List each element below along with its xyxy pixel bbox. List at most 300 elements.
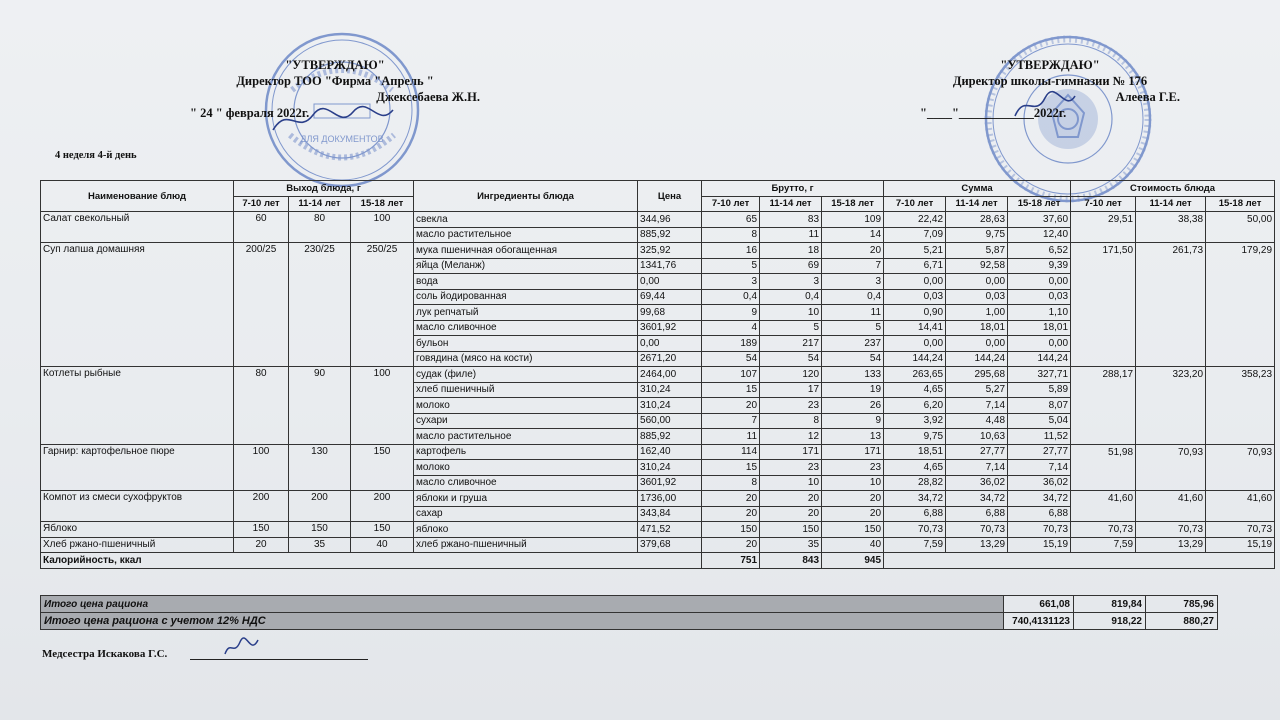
ration-vat-7-10: 740,4131123 <box>1004 613 1074 630</box>
price: 2464,00 <box>638 367 702 383</box>
output-11-14 <box>289 506 351 522</box>
gross-15-18: 237 <box>822 336 884 352</box>
cost-11-14 <box>1136 475 1206 491</box>
gross-11-14: 8 <box>760 413 822 429</box>
dish-name: Хлеб ржано-пшеничный <box>41 537 234 553</box>
price: 471,52 <box>638 522 702 538</box>
cost-15-18 <box>1206 382 1275 398</box>
cost-15-18 <box>1206 258 1275 274</box>
price: 344,96 <box>638 212 702 228</box>
sum-7-10: 3,92 <box>884 413 946 429</box>
gross-11-14: 11 <box>760 227 822 243</box>
gross-7-10: 20 <box>702 506 760 522</box>
dish-name: Гарнир: картофельное пюре <box>41 444 234 460</box>
sum-15-18: 9,39 <box>1008 258 1071 274</box>
dish-name <box>41 305 234 321</box>
nurse-signature <box>222 636 262 658</box>
gross-11-14: 20 <box>760 506 822 522</box>
dish-name <box>41 506 234 522</box>
table-row <box>41 227 1275 243</box>
table-row <box>41 351 1275 367</box>
sum-11-14: 9,75 <box>946 227 1008 243</box>
age-11-14: 11-14 лет <box>1136 196 1206 212</box>
gross-15-18: 3 <box>822 274 884 290</box>
output-11-14 <box>289 227 351 243</box>
dish-name: Компот из смеси сухофруктов <box>41 491 234 507</box>
cost-11-14 <box>1136 413 1206 429</box>
col-ingredients: Ингредиенты блюда <box>414 181 638 212</box>
cost-7-10 <box>1071 460 1136 476</box>
sum-7-10: 4,65 <box>884 382 946 398</box>
sum-7-10: 7,59 <box>884 537 946 553</box>
table-row <box>41 274 1275 290</box>
dish-name <box>41 227 234 243</box>
cost-15-18 <box>1206 429 1275 445</box>
dish-name <box>41 398 234 414</box>
output-11-14 <box>289 305 351 321</box>
sum-11-14: 0,00 <box>946 336 1008 352</box>
output-7-10 <box>234 429 289 445</box>
cost-15-18: 179,29 <box>1206 243 1275 259</box>
output-7-10: 200/25 <box>234 243 289 259</box>
sum-11-14: 5,87 <box>946 243 1008 259</box>
menu-table <box>40 180 1275 569</box>
gross-11-14: 83 <box>760 212 822 228</box>
output-15-18 <box>351 429 414 445</box>
cost-11-14 <box>1136 351 1206 367</box>
dish-name: Яблоко <box>41 522 234 538</box>
ingredient: масло сливочное <box>414 475 638 491</box>
output-15-18 <box>351 258 414 274</box>
price: 3601,92 <box>638 320 702 336</box>
ingredient: мука пшеничная обогащенная <box>414 243 638 259</box>
output-11-14 <box>289 460 351 476</box>
stamp-text: ДЛЯ ДОКУМЕНТОВ <box>300 134 384 144</box>
gross-7-10: 4 <box>702 320 760 336</box>
gross-7-10: 5 <box>702 258 760 274</box>
price: 1736,00 <box>638 491 702 507</box>
cost-15-18: 15,19 <box>1206 537 1275 553</box>
output-7-10 <box>234 289 289 305</box>
table-row <box>41 522 1275 538</box>
gross-15-18: 133 <box>822 367 884 383</box>
sum-7-10: 34,72 <box>884 491 946 507</box>
price: 3601,92 <box>638 475 702 491</box>
age-7-10: 7-10 лет <box>702 196 760 212</box>
ration-vat-label: Итого цена рациона с учетом 12% НДС <box>41 613 1004 630</box>
table-row <box>41 382 1275 398</box>
sum-11-14: 13,29 <box>946 537 1008 553</box>
ingredient: бульон <box>414 336 638 352</box>
signature-right <box>1010 88 1080 123</box>
cost-7-10 <box>1071 382 1136 398</box>
gross-11-14: 12 <box>760 429 822 445</box>
dish-name: Суп лапша домашняя <box>41 243 234 259</box>
output-15-18 <box>351 227 414 243</box>
output-11-14: 200 <box>289 491 351 507</box>
sum-7-10: 28,82 <box>884 475 946 491</box>
output-11-14 <box>289 320 351 336</box>
output-7-10 <box>234 274 289 290</box>
sum-15-18: 5,89 <box>1008 382 1071 398</box>
sum-15-18: 0,00 <box>1008 274 1071 290</box>
calories-11-14: 843 <box>760 553 822 569</box>
sum-15-18: 11,52 <box>1008 429 1071 445</box>
output-11-14 <box>289 274 351 290</box>
cost-15-18 <box>1206 305 1275 321</box>
table-row <box>41 212 1275 228</box>
cost-7-10 <box>1071 336 1136 352</box>
output-11-14 <box>289 336 351 352</box>
output-7-10: 150 <box>234 522 289 538</box>
cost-11-14: 41,60 <box>1136 491 1206 507</box>
calories-row <box>41 553 1275 569</box>
output-11-14 <box>289 382 351 398</box>
cost-7-10: 171,50 <box>1071 243 1136 259</box>
price: 560,00 <box>638 413 702 429</box>
cost-7-10 <box>1071 227 1136 243</box>
price: 325,92 <box>638 243 702 259</box>
table-row <box>41 537 1275 553</box>
sum-7-10: 0,00 <box>884 274 946 290</box>
cost-15-18 <box>1206 506 1275 522</box>
price: 1341,76 <box>638 258 702 274</box>
gross-7-10: 0,4 <box>702 289 760 305</box>
gross-7-10: 189 <box>702 336 760 352</box>
age-7-10: 7-10 лет <box>884 196 946 212</box>
output-15-18: 100 <box>351 212 414 228</box>
gross-11-14: 10 <box>760 305 822 321</box>
sum-7-10: 7,09 <box>884 227 946 243</box>
gross-15-18: 14 <box>822 227 884 243</box>
ingredient: молоко <box>414 398 638 414</box>
output-15-18: 250/25 <box>351 243 414 259</box>
sum-7-10: 0,90 <box>884 305 946 321</box>
age-11-14: 11-14 лет <box>289 196 351 212</box>
output-11-14: 90 <box>289 367 351 383</box>
cost-11-14: 13,29 <box>1136 537 1206 553</box>
output-7-10 <box>234 506 289 522</box>
sum-15-18: 144,24 <box>1008 351 1071 367</box>
gross-11-14: 171 <box>760 444 822 460</box>
table-row <box>41 258 1275 274</box>
cost-11-14 <box>1136 227 1206 243</box>
cost-7-10 <box>1071 258 1136 274</box>
sum-11-14: 0,00 <box>946 274 1008 290</box>
sum-11-14: 295,68 <box>946 367 1008 383</box>
sum-11-14: 34,72 <box>946 491 1008 507</box>
gross-15-18: 5 <box>822 320 884 336</box>
output-11-14: 150 <box>289 522 351 538</box>
ingredient: масло сливочное <box>414 320 638 336</box>
cost-15-18: 41,60 <box>1206 491 1275 507</box>
table-row <box>41 367 1275 383</box>
output-7-10: 80 <box>234 367 289 383</box>
sum-7-10: 6,88 <box>884 506 946 522</box>
sum-11-14: 5,27 <box>946 382 1008 398</box>
gross-11-14: 0,4 <box>760 289 822 305</box>
output-7-10 <box>234 460 289 476</box>
table-row <box>41 506 1275 522</box>
calories-empty <box>884 553 1275 569</box>
gross-15-18: 20 <box>822 491 884 507</box>
sum-11-14: 70,73 <box>946 522 1008 538</box>
cost-7-10 <box>1071 475 1136 491</box>
output-11-14: 80 <box>289 212 351 228</box>
sum-15-18: 0,00 <box>1008 336 1071 352</box>
cost-11-14 <box>1136 398 1206 414</box>
table-row <box>41 289 1275 305</box>
gross-11-14: 217 <box>760 336 822 352</box>
cost-7-10 <box>1071 305 1136 321</box>
cost-15-18 <box>1206 398 1275 414</box>
table-row <box>41 398 1275 414</box>
output-7-10: 100 <box>234 444 289 460</box>
gross-15-18: 13 <box>822 429 884 445</box>
ingredient: яблоко <box>414 522 638 538</box>
col-price: Цена <box>638 181 702 212</box>
approval-name: Алеева Г.Е. <box>1115 90 1180 104</box>
age-11-14: 11-14 лет <box>760 196 822 212</box>
approval-title: "УТВЕРЖДАЮ" <box>285 58 385 72</box>
cost-11-14: 70,93 <box>1136 444 1206 460</box>
gross-7-10: 20 <box>702 537 760 553</box>
dish-name: Котлеты рыбные <box>41 367 234 383</box>
cost-7-10: 51,98 <box>1071 444 1136 460</box>
sum-11-14: 0,03 <box>946 289 1008 305</box>
output-15-18 <box>351 351 414 367</box>
output-11-14: 230/25 <box>289 243 351 259</box>
sum-15-18: 8,07 <box>1008 398 1071 414</box>
cost-7-10: 41,60 <box>1071 491 1136 507</box>
price: 379,68 <box>638 537 702 553</box>
gross-15-18: 171 <box>822 444 884 460</box>
ingredient: масло растительное <box>414 429 638 445</box>
table-row <box>41 243 1275 259</box>
output-7-10: 20 <box>234 537 289 553</box>
sum-11-14: 7,14 <box>946 398 1008 414</box>
sum-15-18: 70,73 <box>1008 522 1071 538</box>
dish-name <box>41 413 234 429</box>
gross-11-14: 3 <box>760 274 822 290</box>
dish-name <box>41 336 234 352</box>
col-cost: Стоимость блюда <box>1071 181 1275 197</box>
sum-15-18: 18,01 <box>1008 320 1071 336</box>
output-15-18: 150 <box>351 522 414 538</box>
sum-7-10: 18,51 <box>884 444 946 460</box>
cost-15-18 <box>1206 351 1275 367</box>
gross-15-18: 19 <box>822 382 884 398</box>
sum-15-18: 0,03 <box>1008 289 1071 305</box>
dish-name <box>41 475 234 491</box>
cost-15-18 <box>1206 274 1275 290</box>
sum-15-18: 7,14 <box>1008 460 1071 476</box>
ration-vat-row <box>41 613 1218 630</box>
cost-7-10: 70,73 <box>1071 522 1136 538</box>
col-sum: Сумма <box>884 181 1071 197</box>
table-row <box>41 413 1275 429</box>
sum-7-10: 22,42 <box>884 212 946 228</box>
price: 343,84 <box>638 506 702 522</box>
gross-15-18: 26 <box>822 398 884 414</box>
price: 885,92 <box>638 227 702 243</box>
sum-11-14: 10,63 <box>946 429 1008 445</box>
sum-11-14: 7,14 <box>946 460 1008 476</box>
age-15-18: 15-18 лет <box>351 196 414 212</box>
ration-total-label: Итого цена рациона <box>41 596 1004 613</box>
ration-total-11-14: 819,84 <box>1074 596 1146 613</box>
sum-15-18: 12,40 <box>1008 227 1071 243</box>
cost-7-10 <box>1071 506 1136 522</box>
dish-name: Салат свекольный <box>41 212 234 228</box>
ingredient: сухари <box>414 413 638 429</box>
sum-11-14: 1,00 <box>946 305 1008 321</box>
output-15-18 <box>351 475 414 491</box>
cost-11-14 <box>1136 336 1206 352</box>
table-row <box>41 475 1275 491</box>
gross-7-10: 114 <box>702 444 760 460</box>
gross-7-10: 15 <box>702 460 760 476</box>
totals-table <box>40 595 1218 630</box>
col-dish: Наименование блюд <box>41 181 234 212</box>
dish-name <box>41 274 234 290</box>
ration-total-7-10: 661,08 <box>1004 596 1074 613</box>
gross-15-18: 20 <box>822 506 884 522</box>
cost-15-18 <box>1206 320 1275 336</box>
cost-15-18 <box>1206 413 1275 429</box>
price: 2671,20 <box>638 351 702 367</box>
ingredient: масло растительное <box>414 227 638 243</box>
table-row <box>41 336 1275 352</box>
output-15-18 <box>351 398 414 414</box>
dish-name <box>41 289 234 305</box>
output-7-10 <box>234 398 289 414</box>
gross-11-14: 18 <box>760 243 822 259</box>
cost-11-14 <box>1136 506 1206 522</box>
output-15-18 <box>351 382 414 398</box>
ration-total-15-18: 785,96 <box>1146 596 1218 613</box>
ingredient: говядина (мясо на кости) <box>414 351 638 367</box>
output-7-10 <box>234 320 289 336</box>
gross-11-14: 69 <box>760 258 822 274</box>
gross-11-14: 150 <box>760 522 822 538</box>
sum-11-14: 28,63 <box>946 212 1008 228</box>
sum-7-10: 70,73 <box>884 522 946 538</box>
sum-11-14: 92,58 <box>946 258 1008 274</box>
output-7-10: 200 <box>234 491 289 507</box>
sum-7-10: 0,00 <box>884 336 946 352</box>
output-11-14 <box>289 258 351 274</box>
cost-7-10 <box>1071 413 1136 429</box>
sum-11-14: 18,01 <box>946 320 1008 336</box>
dish-name <box>41 320 234 336</box>
sum-7-10: 0,03 <box>884 289 946 305</box>
sum-15-18: 34,72 <box>1008 491 1071 507</box>
age-15-18: 15-18 лет <box>1008 196 1071 212</box>
approval-title: "УТВЕРЖДАЮ" <box>1000 58 1100 72</box>
dish-name <box>41 382 234 398</box>
gross-11-14: 20 <box>760 491 822 507</box>
gross-7-10: 8 <box>702 227 760 243</box>
table-row <box>41 320 1275 336</box>
calories-7-10: 751 <box>702 553 760 569</box>
table-header-row <box>41 181 1275 197</box>
sum-7-10: 4,65 <box>884 460 946 476</box>
output-7-10 <box>234 382 289 398</box>
col-gross: Брутто, г <box>702 181 884 197</box>
cost-7-10: 29,51 <box>1071 212 1136 228</box>
sum-7-10: 14,41 <box>884 320 946 336</box>
cost-15-18: 358,23 <box>1206 367 1275 383</box>
week-day-label: 4 неделя 4-й день <box>55 150 137 161</box>
ingredient: соль йодированная <box>414 289 638 305</box>
ingredient: яблоки и груша <box>414 491 638 507</box>
cost-7-10 <box>1071 351 1136 367</box>
gross-7-10: 8 <box>702 475 760 491</box>
cost-7-10: 288,17 <box>1071 367 1136 383</box>
calories-15-18: 945 <box>822 553 884 569</box>
price: 99,68 <box>638 305 702 321</box>
ration-vat-15-18: 880,27 <box>1146 613 1218 630</box>
gross-7-10: 7 <box>702 413 760 429</box>
table-row <box>41 429 1275 445</box>
approval-date: "____"____________2022г. <box>920 106 1067 120</box>
sum-11-14: 27,77 <box>946 444 1008 460</box>
gross-11-14: 120 <box>760 367 822 383</box>
sum-15-18: 6,52 <box>1008 243 1071 259</box>
output-15-18 <box>351 320 414 336</box>
gross-11-14: 54 <box>760 351 822 367</box>
output-7-10 <box>234 258 289 274</box>
gross-15-18: 9 <box>822 413 884 429</box>
cost-15-18: 70,73 <box>1206 522 1275 538</box>
output-15-18: 150 <box>351 444 414 460</box>
approval-date: " 24 " февраля 2022г. <box>190 106 310 120</box>
col-output: Выход блюда, г <box>234 181 414 197</box>
sum-7-10: 144,24 <box>884 351 946 367</box>
sum-15-18: 36,02 <box>1008 475 1071 491</box>
output-15-18 <box>351 460 414 476</box>
price: 162,40 <box>638 444 702 460</box>
gross-15-18: 20 <box>822 243 884 259</box>
output-11-14: 130 <box>289 444 351 460</box>
gross-7-10: 3 <box>702 274 760 290</box>
output-11-14 <box>289 429 351 445</box>
sum-7-10: 6,71 <box>884 258 946 274</box>
gross-7-10: 20 <box>702 398 760 414</box>
cost-15-18: 70,93 <box>1206 444 1275 460</box>
cost-7-10 <box>1071 398 1136 414</box>
sum-15-18: 5,04 <box>1008 413 1071 429</box>
cost-15-18 <box>1206 336 1275 352</box>
cost-7-10 <box>1071 429 1136 445</box>
cost-11-14 <box>1136 382 1206 398</box>
nurse-signature-line <box>190 659 368 660</box>
output-11-14 <box>289 351 351 367</box>
sum-7-10: 9,75 <box>884 429 946 445</box>
gross-7-10: 9 <box>702 305 760 321</box>
price: 310,24 <box>638 398 702 414</box>
gross-7-10: 20 <box>702 491 760 507</box>
cost-7-10 <box>1071 320 1136 336</box>
table-row <box>41 444 1275 460</box>
ingredient: свекла <box>414 212 638 228</box>
cost-7-10 <box>1071 289 1136 305</box>
cost-15-18: 50,00 <box>1206 212 1275 228</box>
calories-label: Калорийность, ккал <box>41 553 702 569</box>
cost-11-14 <box>1136 320 1206 336</box>
cost-11-14 <box>1136 460 1206 476</box>
